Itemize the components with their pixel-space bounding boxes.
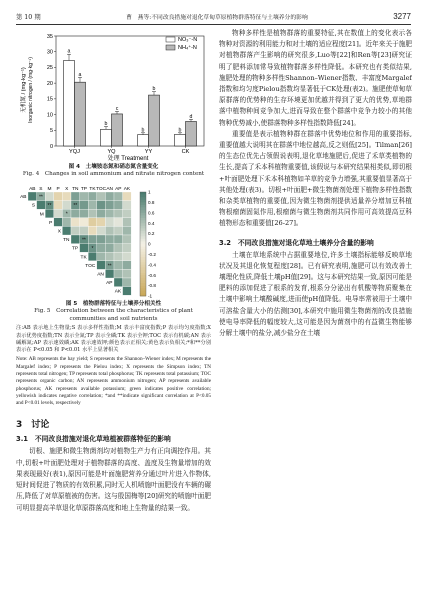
section-3-1-paragraph-1: 切根、施肥和微生物菌剂均对植物生产力有正向调控作用。其中,切根+叶面肥处理对于植物群落的高度、盖度及生物量增加的效果表现最好(表1),原因可能是叶面施肥营养分通过叶片进入作物体,短时间促进了物质的有效积累,同时无人机喷施叶面肥没有车辆的碾压,降低了对草原植被的伤害。这与殷国梅等[20]研究的喷施叶面肥可明显提高羊草退化草原群落高度和地上生物量的结果一致。 (16, 447, 211, 512)
colorbar-segment (140, 226, 146, 229)
colorbar-segment (140, 288, 146, 291)
column-label: P (56, 187, 60, 192)
colorbar-segment (140, 197, 146, 200)
colorbar-segment (140, 234, 146, 237)
column-label: TOC (96, 187, 107, 192)
section-3-1-paragraph-2: 物种多样性是植物群落的重要特征,其在数值上的变化表示各物种对资源的利用能力和对土壤的适应程度[21]。近年来关于施肥对植物群落产生影响的研究很多,Luo等[22]和Ren等[23]研究证明了肥料添加常导致植物群落多样性降低。本研究也有类似结果,施肥处理的物种多样性Shannon–Wiener指数、丰富度Margalef指数和均匀度Pielou指数均显著低于CK处理(表2)。施肥使草甸草原群落的优势种的生存环境更加优越并得到了更大的优势,草地群落中植物种间竞争加大,进而导致在整个群落中竞争力较小的其他物种优势减小,使群落物种多样性指数降低[24]。 (219, 29, 412, 127)
heatmap-cell (114, 192, 123, 201)
colorbar-segment (140, 254, 146, 257)
heatmap-cell (105, 209, 114, 218)
legend-swatch (166, 45, 175, 50)
colorbar-segment (140, 249, 146, 252)
colorbar-segment (140, 286, 146, 289)
bar-no3 (64, 61, 75, 146)
colorbar-segment (140, 267, 146, 270)
column-label: AB (29, 187, 36, 192)
heatmap-cell (28, 192, 37, 201)
heatmap-cell (62, 201, 71, 210)
colorbar-segment (140, 231, 146, 234)
heatmap-cell (71, 226, 80, 235)
bar-nh4 (75, 82, 86, 146)
significance-letter: b (178, 127, 182, 134)
heatmap-cell (97, 209, 106, 218)
row-label: TN (63, 238, 70, 244)
heatmap-cell (123, 287, 132, 296)
row-label: TK (80, 255, 87, 261)
colorbar-segment (140, 241, 146, 244)
section-3-title: 3 讨论 (16, 420, 50, 431)
heatmap-cell (123, 201, 132, 210)
figure-5-caption-cn: 图 5 植物群落特征与土壤养分相关性 (65, 301, 162, 307)
column-label: AN (106, 187, 114, 192)
heatmap-cell (123, 209, 132, 218)
figure-5-note-cn: 注:AB 表示地上生物量;S 表示多样性指数;M 表示丰富度指数;P 表示均匀度指数;X 表示优势度指数;TN 表示全氮;TP 表示全磷;TK 表示全钾;TOC 表示有机碳;AN 表示碱解氮;AP 表示速效磷;AK 表示速效钾;颜色表示正相关;黄色表示负相关;*和**分别表示在 P<0.05 和 P<0.01 水平上显著相关 (16, 325, 211, 354)
colorbar-segment (140, 221, 146, 224)
heatmap-cell (114, 278, 123, 287)
heatmap-cell (80, 201, 89, 210)
colorbar-segment (140, 223, 146, 226)
heatmap-cell (114, 226, 123, 235)
colorbar-segment (140, 205, 146, 208)
heatmap-cell (80, 226, 89, 235)
legend-label: NH₄⁺-N (178, 45, 197, 51)
colorbar-segment (140, 262, 146, 265)
page-number: 3277 (393, 11, 411, 21)
heatmap-cell (71, 209, 80, 218)
heatmap-cell (88, 252, 97, 261)
y-tick-label: 30 (46, 49, 53, 56)
bar-no3 (175, 134, 186, 146)
column-label: S (39, 187, 43, 192)
heatmap-cell (62, 192, 71, 201)
column-label: M (47, 187, 52, 192)
y-tick-label: 25 (46, 65, 53, 72)
heatmap-cell (88, 192, 97, 201)
section-3-2-paragraph-1: 土壤在草地系统中占据重要地位,许多土壤指标能够反映草地状况及其退化恢复程度[28]。已有研究表明,施肥可以有效改善土壤理化性质,降低土壤pH值[29]。这与本研究结果一致,原因可能是肥料的添加促进了根系的发育,根系分分泌出有机酸等物质聚集在土壤中影响土壤酸碱度,进而使pH值降低。电导率常被用于土壤中可溶盐含量大小的估测[30],本研究中施用微生物菌剂的改良措施使电导率降低的幅度较大,这可能是因为菌剂中的有益微生物能够分解土壤中的盐分,减少盐分在土壤 (219, 250, 412, 338)
colorbar-segment (140, 273, 146, 276)
colorbar-segment (140, 278, 146, 281)
heatmap-cell (97, 201, 106, 210)
row-label: AK (114, 289, 122, 295)
heatmap-cell (105, 201, 114, 210)
figure-5-caption-en-line2: communities and soil nutrients (69, 315, 158, 322)
colorbar-segment (140, 202, 146, 205)
heatmap-cell (97, 252, 106, 261)
x-tick-label: YY (144, 149, 153, 155)
colorbar-tick-label: 1 (148, 189, 151, 195)
figure-4-caption-en: Fig. 4 Changes in soil ammonium and nitrate nitrogen content (22, 171, 205, 178)
heatmap-cell (54, 218, 63, 227)
heatmap-cell (105, 235, 114, 244)
colorbar-tick-label: -0.4 (148, 262, 156, 268)
significance-letter: b (152, 86, 156, 93)
heatmap-cell (88, 201, 97, 210)
colorbar-segment (140, 275, 146, 278)
figure-5-note-en: Note: AB represents the hay yield; S represents the Shannon–Wiener index; M represents the Margalef index; P represents the Pielou index; X represents the Simpson index; TN represents total nitrogen; TP represents total phosphorus; TK represents total potassium; TOC represents organic carbon; AN represents ammonium nitrogen; AP represents available phosphorus; AK represents available potassium; green indicates positive correlation; yellowish indicates negative correlation; *and **indicate significant correlation at P<0.05 and P<0.01 levels, respectively (16, 356, 211, 407)
colorbar-tick-label: 0.2 (148, 231, 155, 237)
colorbar-tick-label: -0.6 (148, 272, 156, 278)
x-tick-label: CK (181, 149, 190, 155)
colorbar-tick-label: 0.8 (148, 200, 155, 205)
section-3-2-title: 3.2 不同改良措施对退化草地土壤养分含量的影响 (219, 238, 374, 247)
heatmap-cell (123, 226, 132, 235)
significance-letter: a (67, 48, 71, 55)
y-tick-label: 0 (49, 143, 53, 150)
heatmap-cell (97, 261, 106, 270)
heatmap-cell (105, 226, 114, 235)
column-label: AP (115, 187, 122, 192)
bar-nh4 (186, 121, 197, 146)
x-tick-label: YQJ (69, 149, 80, 155)
colorbar-segment (140, 291, 146, 294)
heatmap-cell (88, 235, 97, 244)
heatmap-cell (114, 252, 123, 261)
issue-label: 第 10 期 (16, 13, 41, 21)
heatmap-cell (114, 261, 123, 270)
heatmap-cell (105, 218, 114, 227)
column-label: X (65, 187, 69, 192)
row-label: TOC (85, 263, 96, 269)
colorbar-segment (140, 283, 146, 286)
figure-5-correlation-heatmap (16, 183, 211, 301)
colorbar-segment (140, 265, 146, 268)
significance-mark: ** (47, 203, 52, 210)
significance-letter: c (115, 105, 119, 112)
heatmap-cell (123, 244, 132, 253)
colorbar-segment (140, 270, 146, 273)
heatmap-cell (97, 235, 106, 244)
y-axis-label-en: Inorganic nitrogen / (mg·kg⁻¹) (28, 57, 34, 123)
heatmap-cell (105, 244, 114, 253)
column-label: AK (123, 187, 131, 192)
colorbar-segment (140, 239, 146, 242)
significance-letter: d (189, 113, 193, 120)
heatmap-cell (97, 244, 106, 253)
colorbar-segment (140, 244, 146, 247)
column-label: TN (72, 187, 79, 192)
heatmap-cell (54, 209, 63, 218)
figure-5-caption-en-line1: Fig. 5 Correlation between the characteristics of plant (34, 308, 193, 315)
row-label: P (49, 220, 53, 226)
heatmap-cell (45, 192, 54, 201)
heatmap-cell (45, 209, 54, 218)
heatmap-cell (105, 252, 114, 261)
colorbar-segment (140, 257, 146, 260)
heatmap-cell (54, 192, 63, 201)
y-tick-label: 35 (46, 33, 53, 40)
row-label: AB (20, 195, 27, 201)
heatmap-cell (71, 235, 80, 244)
row-label: S (31, 203, 36, 209)
heatmap-cell (114, 235, 123, 244)
colorbar-tick-label: -1 (148, 293, 153, 299)
heatmap-cell (123, 218, 132, 227)
y-tick-label: 20 (46, 80, 53, 87)
colorbar-segment (140, 192, 146, 195)
legend-swatch (166, 37, 175, 42)
significance-mark: ** (81, 237, 86, 244)
heatmap-cell (123, 192, 132, 201)
heatmap-cell (37, 201, 46, 210)
significance-mark: ** (73, 203, 78, 210)
running-header (16, 8, 411, 25)
y-axis-label-cn: 无机氮 / (mg·kg⁻¹) (21, 67, 27, 113)
heatmap-cell (123, 278, 132, 287)
heatmap-cell (88, 218, 97, 227)
heatmap-cell (62, 218, 71, 227)
heatmap-cell (97, 226, 106, 235)
heatmap-cell (62, 226, 71, 235)
heatmap-cell (114, 244, 123, 253)
significance-mark: * (65, 211, 68, 218)
x-axis-label: 处理 Treatment (107, 156, 149, 162)
significance-letter: b (141, 127, 145, 134)
heatmap-cell (88, 226, 97, 235)
heatmap-cell (123, 235, 132, 244)
section-3-1-paragraph-3: 重要值是表示植物种群在群落中优势地位和作用的重要指标,重要值越大说明其在群落中地位越高,反之则低[25]。Tilman[26]的生态位优先占领假说表明,退化草地施肥后,促进了禾草类植物的生长,提高了禾本科植物重要值,该假说与本研究结果相类似,即切根+叶面肥处理下禾本科植物如羊草的竞争力增强,其重要值显著高于其他处理(表3)。切根+叶面肥+微生物菌剂处理下植物多样性指数和杂类草植物的重要值,因为微生物菌剂提供适量养分增加豆科植物根瘤菌固氮作用,根瘤菌与微生物菌剂共同作用可高效提高豆科植物形态和重要值[26-27]。 (219, 129, 412, 228)
significance-mark: * (91, 246, 94, 253)
heatmap-cell (88, 209, 97, 218)
heatmap-cell (123, 252, 132, 261)
heatmap-cell (80, 244, 89, 253)
significance-mark: ** (38, 194, 43, 201)
running-title: 曹 燕等:不同改良措施对退化草甸草原植物群落特征与土壤养分的影响 (126, 14, 308, 21)
heatmap-cell (123, 269, 132, 278)
colorbar-tick-label: 0.6 (148, 210, 155, 216)
colorbar-segment (140, 228, 146, 231)
column-label: TK (89, 187, 96, 192)
y-tick-label: 5 (49, 128, 53, 135)
section-3-1-title: 3.1 不同改良措施对退化草地植被群落特征的影响 (16, 435, 171, 444)
colorbar-segment (140, 247, 146, 250)
significance-letter: a (78, 71, 82, 78)
colorbar-segment (140, 260, 146, 263)
row-label: AN (97, 272, 104, 278)
heatmap-cell (71, 218, 80, 227)
heatmap-cell (80, 192, 89, 201)
colorbar-segment (140, 210, 146, 213)
y-tick-label: 15 (46, 96, 53, 103)
bar-no3 (138, 135, 149, 146)
heatmap-cell (80, 218, 89, 227)
colorbar-segment (140, 218, 146, 221)
colorbar-tick-label: -0.8 (148, 283, 156, 289)
row-label: AP (106, 281, 113, 287)
colorbar-tick-label: 0.4 (148, 220, 155, 226)
figure-5 (16, 183, 211, 301)
colorbar-segment (140, 280, 146, 283)
figure-4-caption-cn: 图 4 土壤铵态氮和硝态氮含量变化 (68, 164, 159, 170)
heatmap-cell (97, 218, 106, 227)
heatmap-cell (114, 209, 123, 218)
colorbar-segment (140, 252, 146, 255)
heatmap-cell (123, 261, 132, 270)
heatmap-cell (105, 269, 114, 278)
y-tick-label: 10 (46, 112, 53, 119)
colorbar-segment (140, 200, 146, 203)
row-label: M (39, 212, 44, 218)
figure-4-bar-chart (16, 28, 211, 163)
bar-nh4 (149, 95, 160, 146)
row-label: X (57, 229, 61, 235)
legend-label: NO₃⁻-N (178, 37, 198, 43)
colorbar-tick-label: -0.2 (148, 252, 156, 257)
colorbar-segment (140, 208, 146, 211)
colorbar-segment (140, 213, 146, 216)
significance-letter: b (104, 121, 108, 128)
heatmap-cell (114, 218, 123, 227)
heatmap-cell (105, 192, 114, 201)
colorbar-segment (140, 215, 146, 218)
heatmap-cell (71, 192, 80, 201)
heatmap-cell (114, 201, 123, 210)
heatmap-cell (97, 192, 106, 201)
bar-nh4 (112, 114, 123, 146)
figure-4 (16, 28, 211, 180)
x-tick-label: YQ (107, 149, 116, 155)
significance-mark: ** (107, 263, 112, 270)
right-column (219, 28, 412, 598)
heatmap-cell (80, 209, 89, 218)
column-label: TP (80, 187, 87, 192)
colorbar-segment (140, 236, 146, 239)
row-label: TP (71, 246, 79, 252)
bar-no3 (101, 129, 112, 146)
colorbar-segment (140, 195, 146, 198)
heatmap-cell (54, 201, 63, 210)
colorbar-tick-label: 0 (148, 241, 151, 247)
left-column (16, 28, 211, 598)
heatmap-cell (114, 269, 123, 278)
